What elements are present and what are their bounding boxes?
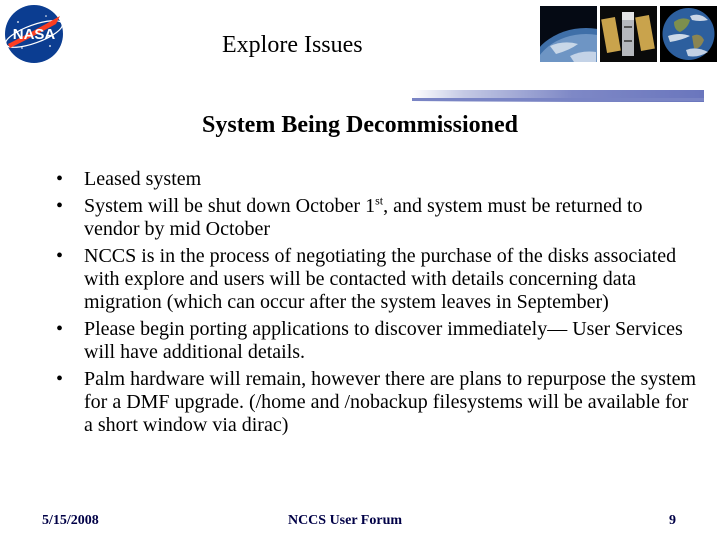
nasa-logo-text: NASA (12, 26, 56, 43)
bullet-marker: • (56, 168, 64, 190)
bullet-text-continued: , and system must be returned to vendor by mid October (84, 195, 643, 240)
bullet-item (56, 368, 702, 437)
bullet-item (56, 318, 702, 364)
bullet-marker: • (56, 368, 64, 390)
bullet-marker: • (56, 318, 64, 340)
bullet-item (56, 245, 702, 314)
bullet-text: System will be shut down October 1 (84, 195, 376, 217)
bullet-list (56, 168, 702, 441)
bullet-text: Please begin porting applications to discover immediately— User Services will have additional details. (84, 318, 683, 363)
bullet-item (56, 195, 702, 241)
bullet-item (56, 168, 702, 191)
space-telescope-image (600, 6, 657, 62)
nasa-logo (2, 2, 66, 66)
footer-page-number: 9 (669, 513, 676, 528)
footer-event-name: NCCS User Forum (287, 513, 403, 528)
bullet-text: NCCS is in the process of negotiating the purchase of the disks associated with explore and users will be contacted with details concerning data migration (which can occur after the system leaves in September) (84, 245, 677, 313)
earth-horizon-image (540, 6, 597, 62)
bullet-marker: • (56, 245, 64, 267)
header-rule-line (412, 98, 704, 101)
slide-title: System Being Decommissioned (202, 112, 518, 138)
earth-globe-image (660, 6, 717, 62)
header-title: Explore Issues (222, 32, 363, 58)
bullet-marker: • (56, 195, 64, 217)
bullet-text: Leased system (84, 168, 202, 190)
footer-date: 5/15/2008 (42, 513, 99, 528)
bullet-text: Palm hardware will remain, however there are plans to repurpose the system for a DMF upgrade. (/home and /nobackup filesystems will be available for a short window via dirac) (84, 368, 697, 436)
bullet-superscript: st (375, 193, 384, 208)
